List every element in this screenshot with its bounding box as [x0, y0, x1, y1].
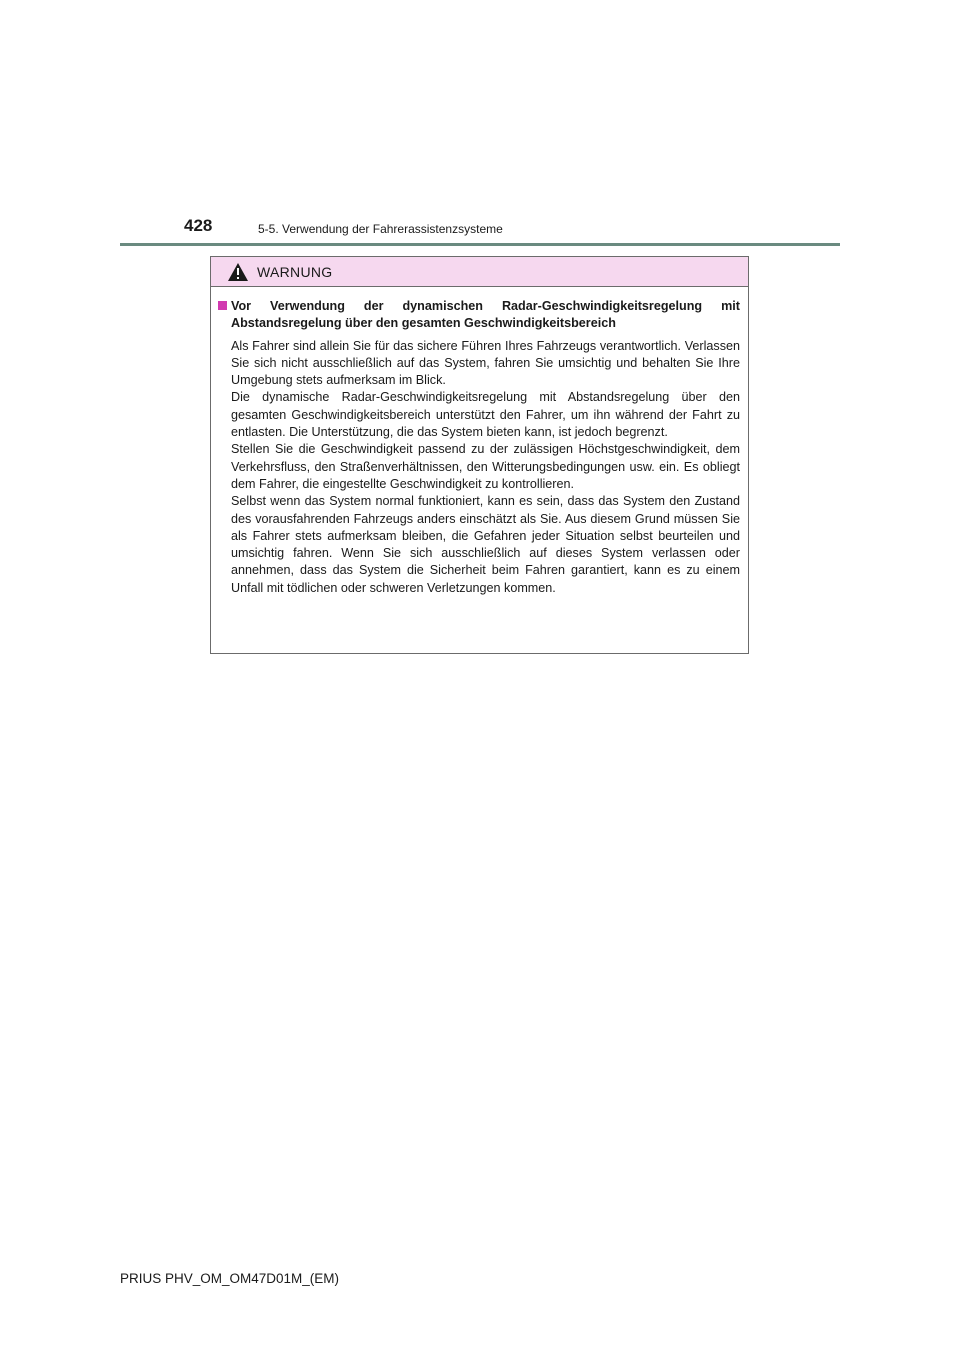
page-number: 428: [184, 216, 213, 235]
warning-header: [211, 257, 748, 287]
warning-triangle-icon: [227, 262, 249, 282]
warning-paragraph: Die dynamische Radar-Geschwindigkeitsregelung mit Abstandsregelung über den gesamten Geschwindigkeitsbereich unterstützt den Fahrer, um ihn während der Fahrt zu entlasten. Die Unterstützung, die das System bieten kann, ist jedoch begrenzt.: [231, 390, 740, 440]
warning-heading-row: [218, 298, 740, 333]
warning-label: WARNUNG: [257, 263, 333, 280]
section-title: 5-5. Verwendung der Fahrerassistenzsysteme: [258, 222, 503, 236]
warning-paragraph: Stellen Sie die Geschwindigkeit passend zu der zulässigen Höchstgeschwindigkeit, dem Verkehrsfluss, den Straßenverhältnissen, den Witterungsbedingungen usw. ein. Es obliegt dem Fahrer, die eingestellte Geschwindigkeit zu kontrollieren.: [231, 442, 740, 491]
header-divider: [120, 243, 840, 246]
warning-heading: Vor Verwendung der dynamischen Radar-Geschwindigkeitsregelung mit Abstandsregelung über den gesamten Geschwindigkeitsbereich: [231, 299, 740, 331]
warning-text: [231, 338, 740, 597]
bullet-square-icon: [218, 301, 227, 310]
warning-box: [210, 256, 749, 654]
warning-body: [211, 287, 748, 597]
warning-paragraph: Selbst wenn das System normal funktioniert, kann es sein, dass das System den Zustand des vorausfahrenden Fahrzeugs anders einschätzt als Sie. Aus diesem Grund müssen Sie als Fahrer stets aufmerksam bleiben, die Gefahren jeder Situation selbst beurteilen und umsichtig fahren. Wenn Sie sich ausschließlich auf dieses System verlassen oder annehmen, dass das System die Sicherheit beim Fahren garantiert, kann es zu einem Unfall mit tödlichen oder schweren Verletzungen kommen.: [231, 494, 740, 595]
document-code: PRIUS PHV_OM_OM47D01M_(EM): [120, 1271, 340, 1286]
warning-paragraph: Als Fahrer sind allein Sie für das sichere Führen Ihres Fahrzeugs verantwortlich. Verlassen Sie sich nicht ausschließlich auf das System, fahren Sie umsichtig und behalten Sie Ihre Umgebung stets aufmerksam im Blick.: [231, 338, 740, 388]
